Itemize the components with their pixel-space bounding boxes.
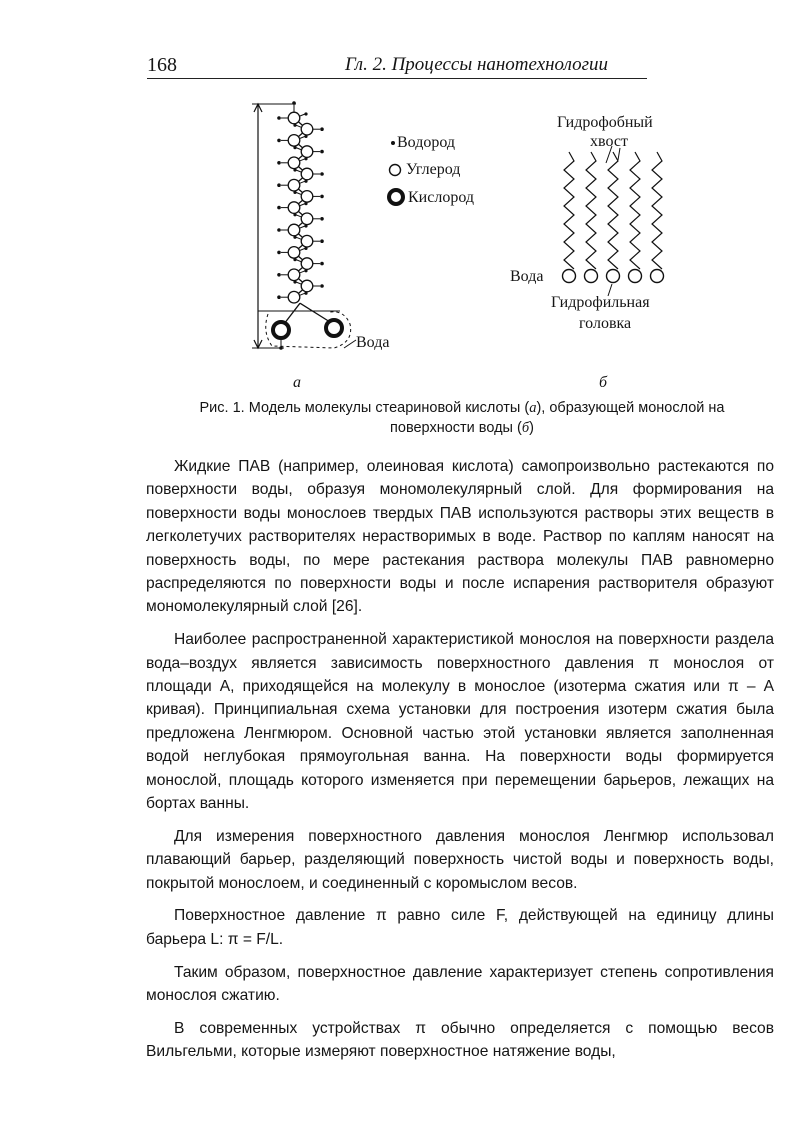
c-h-bond xyxy=(296,237,301,239)
c-h-bond xyxy=(300,248,305,250)
hydrogen-atom xyxy=(277,228,281,232)
c-h-bond xyxy=(300,136,305,138)
hydrophilic-head xyxy=(607,270,620,283)
paragraph: Для измерения поверхностного давления монослоя Ленгмюр использовал плавающий барьер, разделяющий поверхность чистой воды и поверхность воды, покрытой монослоем, и соединенный с коромыслом весов. xyxy=(146,827,774,892)
hydrogen-atom xyxy=(320,172,324,176)
hydrogen-atom xyxy=(293,191,296,194)
hydrophobic-tail xyxy=(652,152,662,269)
hydrogen-atom xyxy=(277,183,281,187)
legend-oxygen-symbol xyxy=(389,190,403,204)
figure-caption: Рис. 1. Модель молекулы стеариновой кислоты (а), образующей монослой на поверхности воды (б) xyxy=(199,400,725,436)
panel-b-sublabel: б xyxy=(599,374,608,391)
c-h-bond xyxy=(296,215,301,217)
carbon-atom xyxy=(301,235,313,247)
hydrogen-atom xyxy=(277,251,281,255)
paragraph: В современных устройствах π обычно определяется с помощью весов Вильгельми, которые измеряют поверхностное натяжение воды, xyxy=(146,1019,774,1061)
running-title: Гл. 2. Процессы нанотехнологии xyxy=(345,54,609,75)
panel-a-sublabel: а xyxy=(293,374,301,391)
c-h-bond xyxy=(300,293,305,295)
legend-carbon-label: Углерод xyxy=(406,161,461,178)
hydrogen-atom xyxy=(293,146,296,149)
c-o-bond xyxy=(284,303,300,324)
carbon-atom xyxy=(301,280,313,292)
carbon-atom xyxy=(301,258,313,270)
carbon-atom xyxy=(288,135,300,147)
head-label-line2: головка xyxy=(579,315,632,332)
hydrogen-atom xyxy=(293,280,296,283)
carbon-atom xyxy=(301,191,313,203)
legend-carbon-symbol xyxy=(390,165,401,176)
hydrogen-atom xyxy=(277,139,281,143)
hydrogen-atom xyxy=(277,206,281,210)
paragraph: Наиболее распространенной характеристикой монослоя на поверхности раздела вода–воздух является зависимость поверхностного давления π монослоя от площади A, приходящейся на молекулу в монослое (изотерма сжатия или π – A кривая). Принципиальная схема установки для построения изотерм сжатия была предложена Ленгмюром. Основной частью этой установки является заполненная водой неглубокая прямоугольная ванна. На поверхности воды формируется монослой, площадь которого изменяется при перемещении барьеров, лежащих на бортах ванны. xyxy=(146,631,774,813)
hydrophilic-head xyxy=(585,270,598,283)
c-h-bond xyxy=(296,192,301,194)
carbon-atom xyxy=(288,202,300,214)
hydrogen-atom xyxy=(304,135,307,138)
tail-label-line2: хвост xyxy=(590,133,628,150)
panel-b-monolayer xyxy=(563,146,664,296)
paragraph: Жидкие ПАВ (например, олеиновая кислота) самопроизвольно растекаются по поверхности воды, образуя мономолекулярный слой. Для формирования на поверхности воды монослоев твердых ПАВ используются растворы этих веществ в легколетучих растворителях нерастворимых в воде. Раствор по каплям наносят на поверхность воды, по мере растекания раствора молекулы ПАВ равномерно распределяются по поверхности воды и после испарения растворителя образуют мономолекулярный слой [26]. xyxy=(146,458,774,616)
hydrogen-atom xyxy=(320,217,324,221)
hydrogen-atom xyxy=(277,295,281,299)
oxygen-atom xyxy=(326,320,342,336)
hydrogen-atom xyxy=(293,258,296,261)
hydrogen-atom xyxy=(293,236,296,239)
hydrogen-atom xyxy=(320,239,324,243)
c-h-bond xyxy=(300,159,305,161)
head-label-line1: Гидрофильная xyxy=(551,294,650,311)
hydrophobic-tail xyxy=(608,152,618,269)
legend-hydrogen-label: Водород xyxy=(397,134,456,151)
hydrogen-atom xyxy=(293,168,296,171)
c-h-bond xyxy=(296,282,301,284)
hydrogen-atom xyxy=(304,224,307,227)
carbon-atom xyxy=(301,146,313,158)
hydrogen-atom xyxy=(320,195,324,199)
carbon-atom xyxy=(288,112,300,124)
c-h-bond xyxy=(296,125,301,127)
c-h-bond xyxy=(296,170,301,172)
hydrophilic-head xyxy=(629,270,642,283)
hydrogen-atom xyxy=(304,292,307,295)
hydrogen-atom xyxy=(304,269,307,272)
hydrophobic-tail xyxy=(564,152,574,269)
panel-b-water-label: Вода xyxy=(510,268,544,285)
hydrogen-atom xyxy=(293,124,296,127)
hydrogen-atom xyxy=(320,262,324,266)
hydrogen-atom xyxy=(320,284,324,288)
carbon-atom xyxy=(288,157,300,169)
hydrogen-atom xyxy=(277,116,281,120)
panel-a-molecule-chain xyxy=(252,101,356,350)
page-number: 168 xyxy=(147,54,177,76)
tail-label-line1: Гидрофобный xyxy=(557,114,653,131)
hydrogen-atom xyxy=(293,213,296,216)
oxygen-atom xyxy=(273,322,289,338)
carbon-atom xyxy=(288,291,300,303)
c-h-bond xyxy=(300,114,305,116)
hydrogen-atom xyxy=(277,161,281,165)
body-text xyxy=(146,455,774,1073)
hydrogen-atom xyxy=(304,112,307,115)
carbon-atom xyxy=(301,123,313,135)
c-h-bond xyxy=(296,148,301,150)
hydrophobic-tail xyxy=(630,152,640,269)
paragraph: Таким образом, поверхностное давление характеризует степень сопротивления монослоя сжатию. xyxy=(146,963,774,1005)
hydrogen-atom xyxy=(304,180,307,183)
c-h-bond xyxy=(296,260,301,262)
legend-hydrogen-symbol xyxy=(391,141,395,145)
figure-stearic-acid xyxy=(0,0,788,400)
carbon-atom xyxy=(288,179,300,191)
carbon-atom xyxy=(288,247,300,259)
c-h-bond xyxy=(300,271,305,273)
carbon-atom xyxy=(288,224,300,236)
legend-oxygen-label: Кислород xyxy=(408,189,474,206)
c-h-bond xyxy=(300,204,305,206)
hydrophilic-head xyxy=(651,270,664,283)
hydrophilic-head xyxy=(563,270,576,283)
c-o-bond xyxy=(300,303,330,322)
hydrogen-atom xyxy=(304,202,307,205)
carbon-atom xyxy=(288,269,300,281)
hydrogen-atom xyxy=(320,127,324,131)
hydrogen-atom xyxy=(320,150,324,154)
carbon-atom xyxy=(301,168,313,180)
hydrogen-atom xyxy=(277,273,281,277)
hydrogen-atom xyxy=(304,247,307,250)
hydrophobic-tail xyxy=(586,152,596,269)
c-h-bond xyxy=(300,181,305,183)
panel-a-water-label: Вода xyxy=(356,334,390,351)
carbon-atom xyxy=(301,213,313,225)
paragraph: Поверхностное давление π равно силе F, действующей на единицу длины барьера L: π = F/L. xyxy=(146,907,774,948)
hydrogen-atom xyxy=(304,157,307,160)
c-h-bond xyxy=(300,226,305,228)
